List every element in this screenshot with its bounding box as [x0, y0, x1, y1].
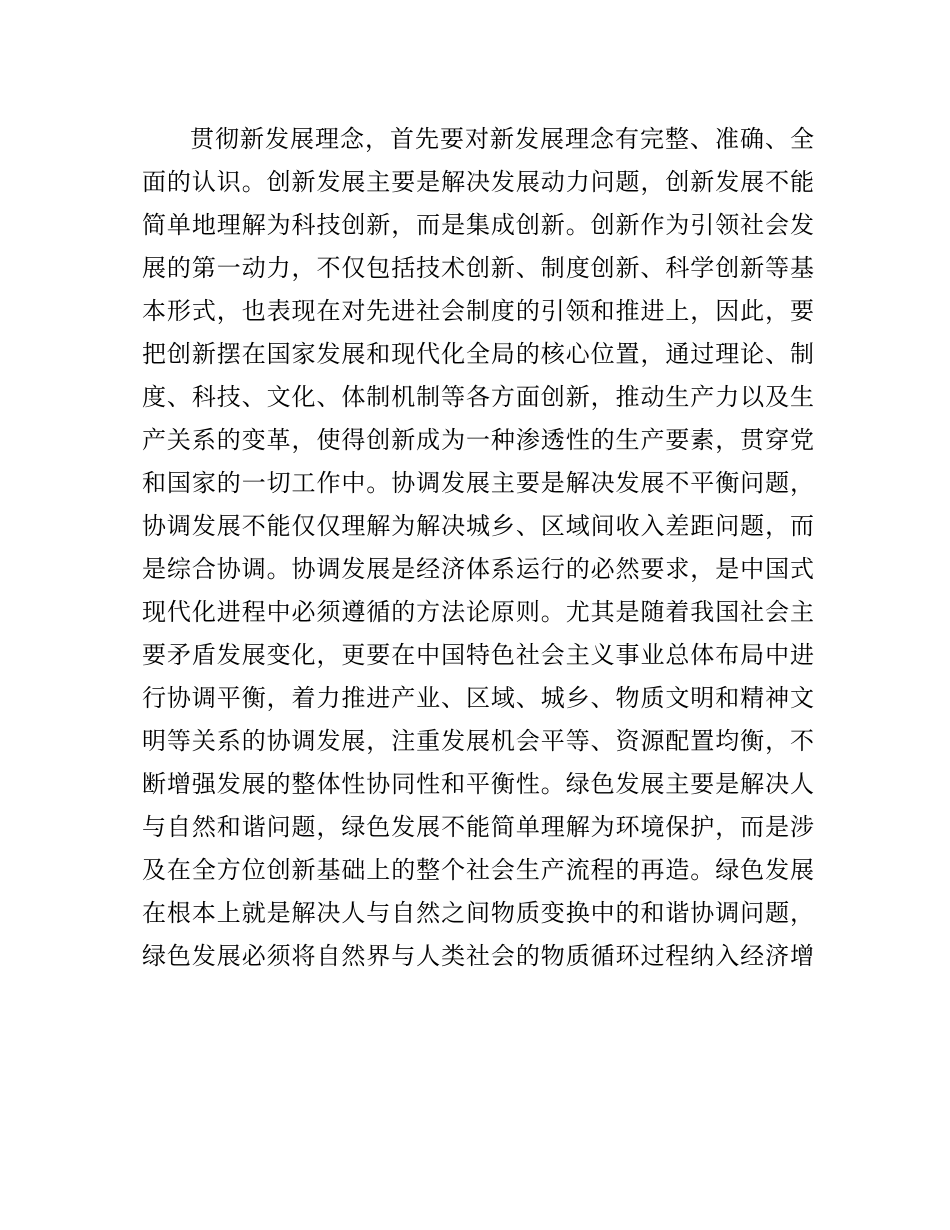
paragraph-line-14: 行协调平衡，着力推进产业、区域、城乡、物质文明和精神文 — [142, 684, 814, 712]
paragraph-line-9: 和国家的一切工作中。协调发展主要是解决发展不平衡问题， — [142, 469, 814, 497]
paragraph-line-15: 明等关系的协调发展，注重发展机会平等、资源配置均衡，不 — [142, 727, 814, 755]
paragraph-line-3: 简单地理解为科技创新，而是集成创新。创新作为引领社会发 — [142, 211, 814, 239]
paragraph-line-8: 产关系的变革，使得创新成为一种渗透性的生产要素，贯穿党 — [142, 426, 814, 454]
body-paragraph — [142, 118, 814, 978]
paragraph-line-11: 是综合协调。协调发展是经济体系运行的必然要求，是中国式 — [142, 555, 814, 583]
paragraph-line-20: 绿色发展必须将自然界与人类社会的物质循环过程纳入经济增 — [142, 942, 814, 970]
paragraph-line-16: 断增强发展的整体性协同性和平衡性。绿色发展主要是解决人 — [142, 770, 814, 798]
paragraph-line-6: 把创新摆在国家发展和现代化全局的核心位置，通过理论、制 — [142, 340, 814, 368]
paragraph-line-2: 面的认识。创新发展主要是解决发展动力问题，创新发展不能 — [142, 168, 814, 196]
paragraph-line-10: 协调发展不能仅仅理解为解决城乡、区域间收入差距问题，而 — [142, 512, 814, 540]
paragraph-line-1: 贯彻新发展理念，首先要对新发展理念有完整、准确、全 — [190, 125, 814, 153]
paragraph-line-18: 及在全方位创新基础上的整个社会生产流程的再造。绿色发展 — [142, 856, 814, 884]
paragraph-line-7: 度、科技、文化、体制机制等各方面创新，推动生产力以及生 — [142, 383, 814, 411]
paragraph-line-17: 与自然和谐问题，绿色发展不能简单理解为环境保护，而是涉 — [142, 813, 814, 841]
paragraph-line-4: 展的第一动力，不仅包括技术创新、制度创新、科学创新等基 — [142, 254, 814, 282]
paragraph-line-12: 现代化进程中必须遵循的方法论原则。尤其是随着我国社会主 — [142, 598, 814, 626]
paragraph-line-5: 本形式，也表现在对先进社会制度的引领和推进上，因此，要 — [142, 297, 814, 325]
paragraph-line-19: 在根本上就是解决人与自然之间物质变换中的和谐协调问题， — [142, 899, 814, 927]
paragraph-line-13: 要矛盾发展变化，更要在中国特色社会主义事业总体布局中进 — [142, 641, 814, 669]
